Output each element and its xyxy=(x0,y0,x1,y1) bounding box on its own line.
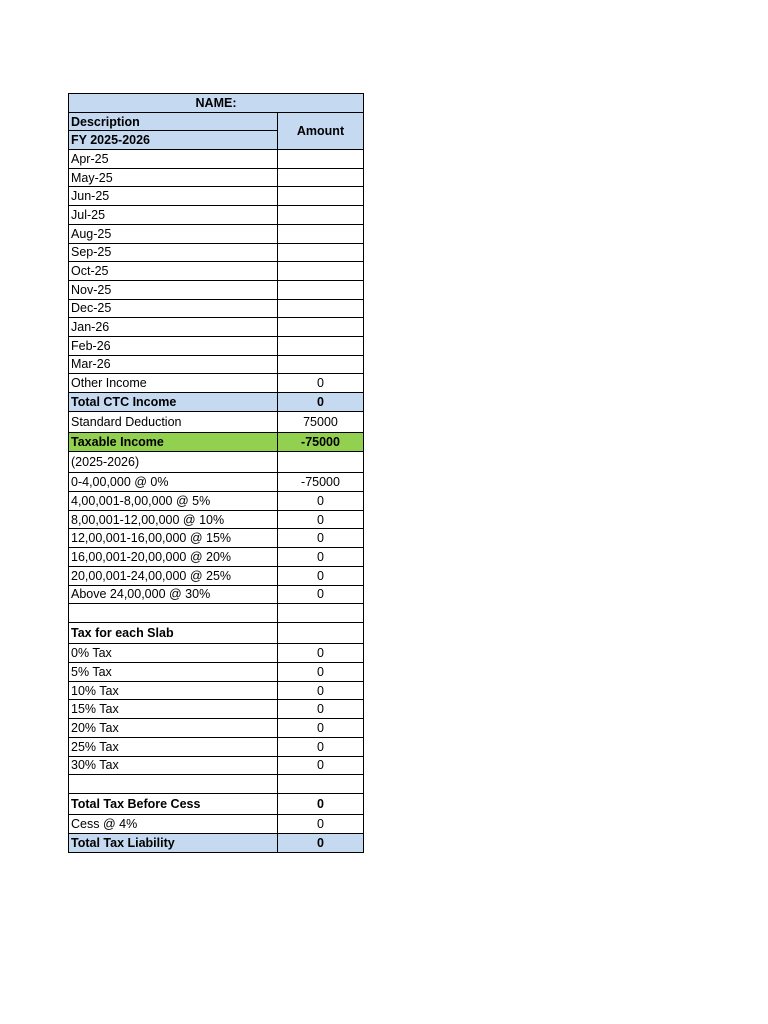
blank-row-amount[interactable] xyxy=(278,604,364,623)
month-row-amount[interactable] xyxy=(278,168,364,187)
month-row-label[interactable]: Jun-25 xyxy=(69,187,278,206)
total-before-cess-row-label[interactable]: Total Tax Before Cess xyxy=(69,793,278,815)
other-income-row-amount[interactable]: 0 xyxy=(278,374,364,393)
amount-header[interactable]: Amount xyxy=(278,112,364,149)
slab-tax-row xyxy=(69,681,364,700)
cess-row-amount[interactable]: 0 xyxy=(278,815,364,834)
month-row xyxy=(69,224,364,243)
total-ctc-row-amount[interactable]: 0 xyxy=(278,393,364,412)
slab-row-label[interactable]: 8,00,001-12,00,000 @ 10% xyxy=(69,510,278,529)
blank-row xyxy=(69,604,364,623)
month-row-amount[interactable] xyxy=(278,243,364,262)
month-row-amount[interactable] xyxy=(278,299,364,318)
slab-tax-row-amount[interactable]: 0 xyxy=(278,756,364,775)
month-row xyxy=(69,262,364,281)
month-row-label[interactable]: Jul-25 xyxy=(69,206,278,225)
month-row-label[interactable]: May-25 xyxy=(69,168,278,187)
total-ctc-row xyxy=(69,393,364,412)
cess-row-label[interactable]: Cess @ 4% xyxy=(69,815,278,834)
month-row xyxy=(69,243,364,262)
total-liability-row-label[interactable]: Total Tax Liability xyxy=(69,834,278,853)
slab-tax-row xyxy=(69,719,364,738)
slab-tax-row xyxy=(69,756,364,775)
name-title-cell[interactable]: NAME: xyxy=(69,94,364,113)
sheet-body xyxy=(69,94,364,853)
slab-tax-row-label[interactable]: 10% Tax xyxy=(69,681,278,700)
month-row-amount[interactable] xyxy=(278,280,364,299)
slab-tax-row xyxy=(69,737,364,756)
slab-tax-row-amount[interactable]: 0 xyxy=(278,737,364,756)
month-row-label[interactable]: Apr-25 xyxy=(69,150,278,169)
tax-slab-header-row-amount[interactable] xyxy=(278,622,364,644)
month-row-label[interactable]: Aug-25 xyxy=(69,224,278,243)
month-row-amount[interactable] xyxy=(278,206,364,225)
month-row xyxy=(69,318,364,337)
other-income-row-label[interactable]: Other Income xyxy=(69,374,278,393)
month-row-label[interactable]: Oct-25 xyxy=(69,262,278,281)
slab-row-amount[interactable]: 0 xyxy=(278,510,364,529)
slab-tax-row-label[interactable]: 20% Tax xyxy=(69,719,278,738)
cess-row xyxy=(69,815,364,834)
description-header[interactable]: Description xyxy=(69,112,278,131)
tax-slab-header-row xyxy=(69,622,364,644)
slab-year-row-label[interactable]: (2025-2026) xyxy=(69,451,278,473)
slab-row xyxy=(69,566,364,585)
month-row xyxy=(69,206,364,225)
total-liability-row-amount[interactable]: 0 xyxy=(278,834,364,853)
other-income-row xyxy=(69,374,364,393)
slab-row xyxy=(69,585,364,604)
taxable-income-row xyxy=(69,433,364,452)
slab-row xyxy=(69,473,364,492)
slab-row-amount[interactable]: 0 xyxy=(278,548,364,567)
blank-row xyxy=(69,775,364,794)
slab-tax-row-label[interactable]: 30% Tax xyxy=(69,756,278,775)
month-row xyxy=(69,355,364,374)
slab-row xyxy=(69,510,364,529)
taxable-income-row-amount[interactable]: -75000 xyxy=(278,433,364,452)
slab-row-amount[interactable]: 0 xyxy=(278,529,364,548)
month-row xyxy=(69,150,364,169)
slab-year-row-amount[interactable] xyxy=(278,451,364,473)
slab-tax-row-amount[interactable]: 0 xyxy=(278,719,364,738)
month-row xyxy=(69,280,364,299)
slab-row-amount[interactable]: 0 xyxy=(278,585,364,604)
slab-tax-row-amount[interactable]: 0 xyxy=(278,681,364,700)
slab-row xyxy=(69,529,364,548)
slab-row-label[interactable]: 16,00,001-20,00,000 @ 20% xyxy=(69,548,278,567)
tax-calculation-sheet xyxy=(68,93,364,853)
month-row xyxy=(69,168,364,187)
title-row xyxy=(69,94,364,113)
slab-tax-row-label[interactable]: 0% Tax xyxy=(69,644,278,663)
slab-row-label[interactable]: Above 24,00,000 @ 30% xyxy=(69,585,278,604)
slab-row xyxy=(69,492,364,511)
month-row xyxy=(69,187,364,206)
slab-row-amount[interactable]: 0 xyxy=(278,492,364,511)
month-row-amount[interactable] xyxy=(278,150,364,169)
month-row-label[interactable]: Feb-26 xyxy=(69,336,278,355)
total-before-cess-row-amount[interactable]: 0 xyxy=(278,793,364,815)
slab-year-row xyxy=(69,451,364,473)
month-row-label[interactable]: Sep-25 xyxy=(69,243,278,262)
slab-tax-row xyxy=(69,700,364,719)
month-row-amount[interactable] xyxy=(278,224,364,243)
month-row-amount[interactable] xyxy=(278,318,364,337)
month-row-label[interactable]: Mar-26 xyxy=(69,355,278,374)
month-row-label[interactable]: Jan-26 xyxy=(69,318,278,337)
total-before-cess-row xyxy=(69,793,364,815)
blank-row-label[interactable] xyxy=(69,604,278,623)
month-row xyxy=(69,336,364,355)
slab-tax-row-label[interactable]: 25% Tax xyxy=(69,737,278,756)
slab-tax-row xyxy=(69,663,364,682)
slab-tax-row-amount[interactable]: 0 xyxy=(278,644,364,663)
slab-tax-row-label[interactable]: 5% Tax xyxy=(69,663,278,682)
fy-label[interactable]: FY 2025-2026 xyxy=(69,131,278,150)
blank-row-amount[interactable] xyxy=(278,775,364,794)
total-ctc-row-label[interactable]: Total CTC Income xyxy=(69,393,278,412)
month-row-label[interactable]: Dec-25 xyxy=(69,299,278,318)
total-liability-row xyxy=(69,834,364,853)
tax-slab-header-row-label[interactable]: Tax for each Slab xyxy=(69,622,278,644)
slab-row-label[interactable]: 0-4,00,000 @ 0% xyxy=(69,473,278,492)
slab-tax-row xyxy=(69,644,364,663)
slab-tax-row-label[interactable]: 15% Tax xyxy=(69,700,278,719)
slab-row-amount[interactable]: 0 xyxy=(278,566,364,585)
month-row xyxy=(69,299,364,318)
blank-row-label[interactable] xyxy=(69,775,278,794)
standard-deduction-row-amount[interactable]: 75000 xyxy=(278,411,364,433)
slab-row-label[interactable]: 20,00,001-24,00,000 @ 25% xyxy=(69,566,278,585)
slab-row-label[interactable]: 12,00,001-16,00,000 @ 15% xyxy=(69,529,278,548)
slab-row xyxy=(69,548,364,567)
slab-tax-row-amount[interactable]: 0 xyxy=(278,663,364,682)
month-row-amount[interactable] xyxy=(278,336,364,355)
slab-row-amount[interactable]: -75000 xyxy=(278,473,364,492)
slab-tax-row-amount[interactable]: 0 xyxy=(278,700,364,719)
taxable-income-row-label[interactable]: Taxable Income xyxy=(69,433,278,452)
month-row-amount[interactable] xyxy=(278,262,364,281)
month-row-amount[interactable] xyxy=(278,355,364,374)
month-row-amount[interactable] xyxy=(278,187,364,206)
description-header-row xyxy=(69,112,364,131)
month-row-label[interactable]: Nov-25 xyxy=(69,280,278,299)
slab-row-label[interactable]: 4,00,001-8,00,000 @ 5% xyxy=(69,492,278,511)
standard-deduction-row-label[interactable]: Standard Deduction xyxy=(69,411,278,433)
standard-deduction-row xyxy=(69,411,364,433)
